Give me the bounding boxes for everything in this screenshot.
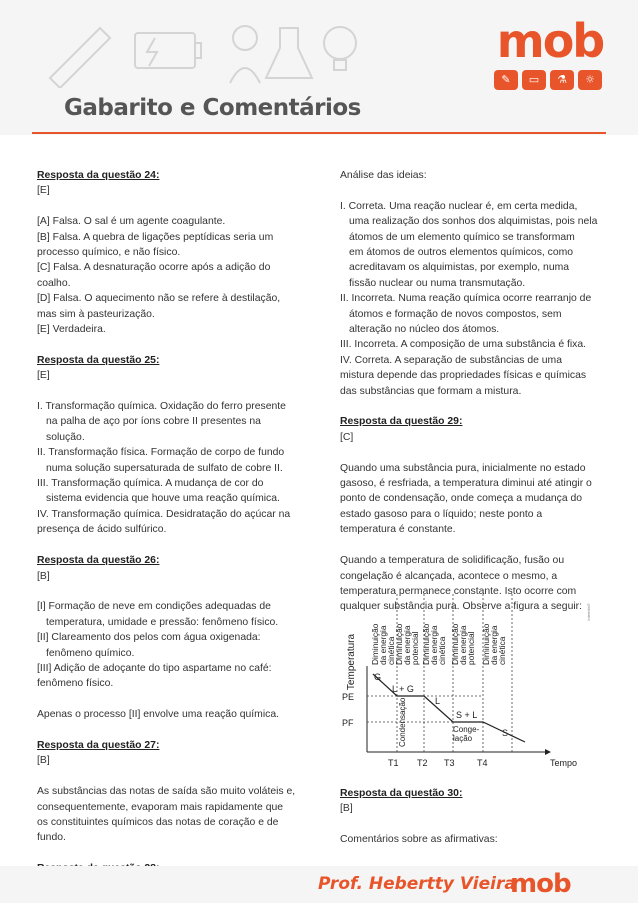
- q29-line: temperatura permanece constante. Isto ocorre com: [340, 585, 577, 597]
- q29-line: qualquer substância pura. Observe a figura a seguir:: [340, 601, 583, 613]
- solid-label: S: [502, 728, 509, 738]
- q27-line: fundo.: [37, 832, 66, 844]
- col5-label: cinética: [497, 636, 507, 665]
- q24-line: [C] Falsa. A desnaturação ocorre após a adição do: [37, 262, 271, 274]
- col2-label: Diminuição: [394, 623, 404, 665]
- analysis-line: das substâncias que formam a mistura.: [340, 385, 522, 397]
- q25-line: III. Transformação química. A mudança de cor do: [37, 478, 264, 490]
- q29-line: estado gasoso para o líquido; neste ponto a: [340, 508, 543, 520]
- q25-line: sistema evidencia que houve uma reação química.: [46, 493, 280, 505]
- solid-liquid-label: S + L: [456, 710, 478, 720]
- analysis-line: átomos de um elemento químico se transformam: [349, 231, 575, 243]
- q27-line: As substâncias das notas de saída são muito voláteis e,: [37, 786, 296, 798]
- page-header: [0, 0, 638, 135]
- question-24-answer: [E]: [37, 185, 50, 197]
- question-29-title: Resposta da questão 29:: [340, 416, 463, 428]
- q25-line: II. Transformação física. Formação de corpo de fundo: [37, 447, 285, 459]
- q24-line: [A] Falsa. O sal é um agente coagulante.: [37, 216, 226, 228]
- q26-extra: Apenas o processo [II] envolve uma reação química.: [37, 709, 280, 721]
- analysis-line: fissão nuclear ou numa transmutação.: [349, 277, 526, 289]
- flask-icon: ⚗: [550, 70, 574, 90]
- analysis-line: em átomos de outros elementos químicos, como: [349, 247, 574, 259]
- q29-line: gasoso, é resfriada, a temperatura diminui até atingir o: [340, 478, 592, 490]
- question-24-title: Resposta da questão 24:: [37, 170, 160, 181]
- tick-t2: T2: [417, 758, 428, 768]
- tick-t4: T4: [477, 758, 488, 768]
- q29-line: Quando a temperatura de solidificação, fusão ou: [340, 555, 565, 567]
- q25-line: presença de ácido sulfúrico.: [37, 524, 167, 536]
- logo-text: mob: [496, 14, 604, 68]
- col1-label: cinética: [386, 636, 396, 665]
- question-30-title: Resposta da questão 30:: [340, 788, 463, 799]
- pe-label: PE: [342, 692, 355, 702]
- question-30-answer: [B]: [340, 803, 353, 815]
- col4-label: Diminuição: [450, 623, 460, 665]
- question-27-answer: [B]: [37, 755, 50, 767]
- q26-line: temperatura, umidade e pressão: fenômeno físico.: [46, 616, 279, 628]
- pencil-icon: ✎: [494, 70, 518, 90]
- pf-label: PF: [342, 718, 354, 728]
- q26-line: [III] Adição de adoçante do tipo aspartame no café:: [37, 662, 272, 674]
- freezing-label: lação: [453, 734, 473, 743]
- q24-line: mas sim à pasteurização.: [37, 308, 155, 320]
- q25-line: IV. Transformação química. Desidratação do açúcar na: [37, 508, 291, 520]
- col2-label: potencial: [410, 631, 420, 665]
- footer-logo: mob: [510, 869, 571, 899]
- battery-icon: ▭: [522, 70, 546, 90]
- q29-line: temperatura é constante.: [340, 524, 456, 536]
- freezing-label: Conge-: [453, 725, 480, 734]
- q29-line: ponto de condensação, onde começa a mudança do: [340, 493, 583, 505]
- col5-label: Diminuição: [481, 623, 491, 665]
- x-axis-label: Tempo: [550, 758, 578, 768]
- q25-line: na palha de aço por íons cobre II presentes na: [46, 416, 261, 428]
- q25-line: I. Transformação química. Oxidação do ferro presente: [37, 401, 286, 413]
- analysis-line: alteração no núcleo dos átomos.: [349, 324, 500, 336]
- q24-line: coalho.: [37, 277, 71, 289]
- cooling-curve-diagram: [340, 592, 604, 772]
- page-title: Gabarito e Comentários: [64, 95, 361, 121]
- q29-line: Quando uma substância pura, inicialmente no estado: [340, 462, 586, 474]
- page-footer: [0, 866, 638, 903]
- col1-label: da energia: [378, 625, 388, 665]
- right-column: [340, 168, 602, 615]
- bulb-icon: ☼: [578, 70, 602, 90]
- col3-label: Diminuição: [421, 623, 431, 665]
- col4-label: da energia: [458, 625, 468, 665]
- col5-label: da energia: [489, 625, 499, 665]
- author-name: Prof. Hebertty Vieira: [318, 874, 516, 894]
- condensation-label: Condensação: [398, 697, 407, 747]
- y-axis-label: Temperatura: [346, 633, 357, 691]
- col2-label: da energia: [402, 625, 412, 665]
- analysis-line: IV. Correta. A separação de substâncias de uma: [340, 354, 562, 366]
- q24-line: processo químico, e não físico.: [37, 247, 181, 259]
- tick-t1: T1: [388, 758, 399, 768]
- q24-line: [E] Verdadeira.: [37, 324, 106, 336]
- q29-line: congelação é alcançada, acontece o mesmo, a: [340, 570, 558, 582]
- question-25-answer: [E]: [37, 370, 50, 382]
- liquid-label: L: [435, 696, 441, 706]
- analysis-line: acreditavam os alquimistas, por exemplo, numa: [349, 262, 570, 274]
- q25-line: solução.: [46, 431, 85, 443]
- analysis-line: III. Incorreta. A composição de uma substância é fixa.: [340, 339, 587, 351]
- col3-label: cinética: [437, 636, 447, 665]
- q26-line: [II] Clareamento dos pelos com água oxigenada:: [37, 632, 261, 644]
- left-column: [37, 168, 307, 892]
- question-26-answer: [B]: [37, 570, 50, 582]
- q30-extra: Comentários sobre as afirmativas:: [340, 834, 498, 846]
- mob-logo: [488, 14, 612, 104]
- analysis-line: I. Correta. Uma reação nuclear é, em certa medida,: [340, 200, 578, 212]
- col3-label: da energia: [429, 625, 439, 665]
- col1-label: Diminuição: [370, 623, 380, 665]
- question-26-title: Resposta da questão 26:: [37, 555, 160, 567]
- q25-line: numa solução supersaturada de sulfato de cobre II.: [46, 462, 283, 474]
- question-25-title: Resposta da questão 25:: [37, 354, 160, 366]
- analysis-line: mistura depende das propriedades físicas e químicas: [340, 370, 587, 382]
- title-divider: [32, 132, 606, 134]
- q27-line: consequentemente, evaporam mais rapidamente que: [37, 801, 284, 813]
- col4-label: potencial: [466, 631, 476, 665]
- q27-line: os constituintes químicos das notas de coração e de: [37, 816, 279, 828]
- q26-line: [I] Formação de neve em condições adequadas de: [37, 601, 271, 613]
- analysis-line: uma realização dos sonhos dos alquimistas, pois nela: [349, 216, 598, 228]
- q24-line: [D] Falsa. O aquecimento não se refere à destilação,: [37, 293, 281, 305]
- question-27-title: Resposta da questão 27:: [37, 739, 160, 751]
- tick-t3: T3: [444, 758, 455, 768]
- science-doodles-icon: [40, 8, 360, 88]
- x-axis-arrow: [545, 749, 551, 755]
- q26-line: fenômeno químico.: [46, 647, 135, 659]
- q26-line: fenômeno físico.: [37, 678, 114, 690]
- liquid-gas-label: L + G: [392, 684, 414, 694]
- question-29-answer: [C]: [340, 431, 354, 443]
- right-column-bottom: [340, 786, 602, 848]
- gas-label: G: [374, 672, 382, 682]
- analysis-intro: Análise das ideias:: [340, 170, 427, 181]
- analysis-line: II. Incorreta. Numa reação química ocorre rearranjo de: [340, 293, 592, 305]
- watermark: Interbits®: [586, 603, 591, 621]
- q24-line: [B] Falsa. A quebra de ligações peptídicas seria um: [37, 231, 274, 243]
- analysis-line: átomos e formação de novos compostos, sem: [349, 308, 562, 320]
